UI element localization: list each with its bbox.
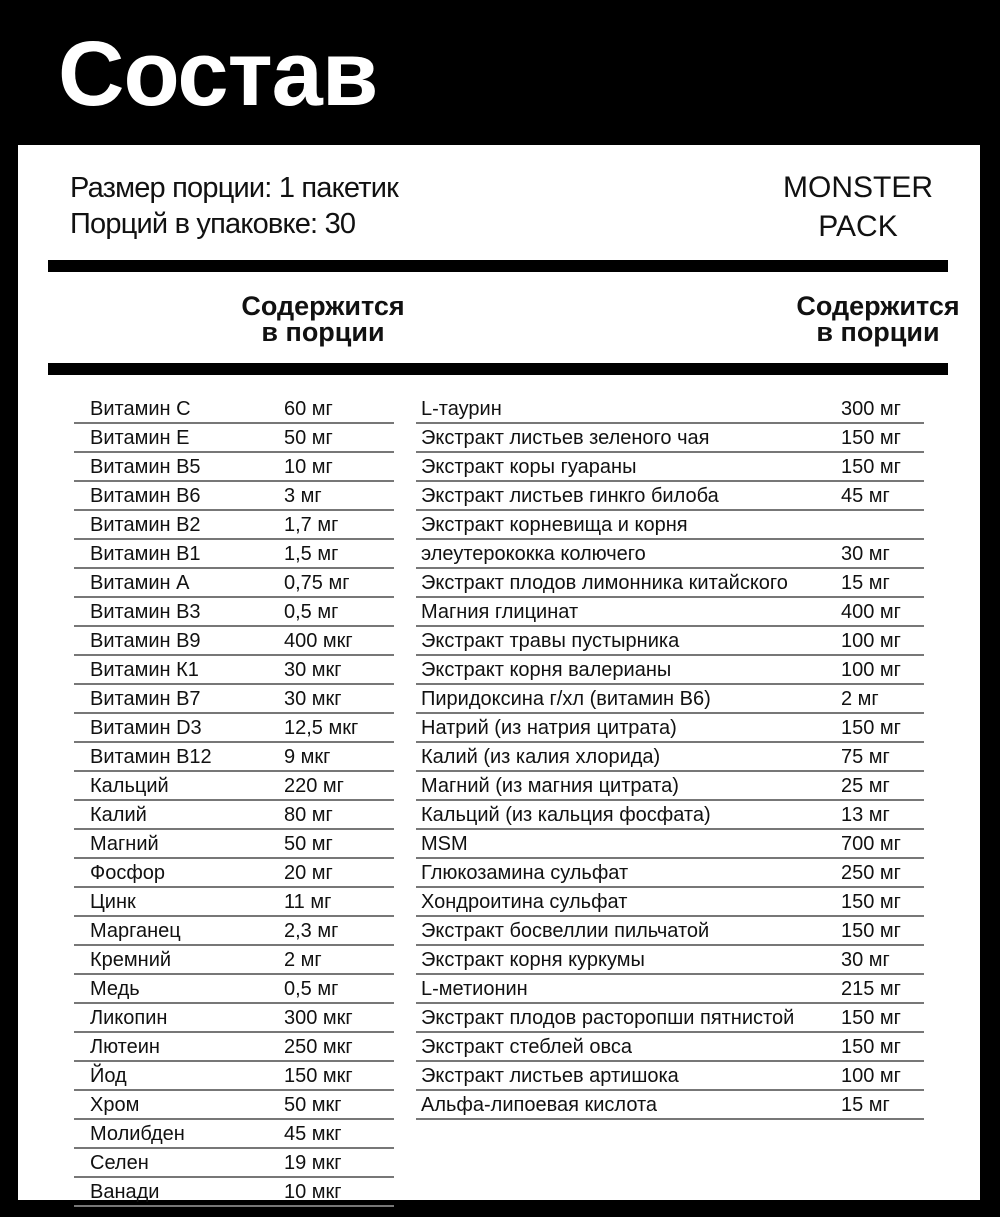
ingredient-name: Экстракт травы пустырника: [421, 630, 680, 652]
ingredient-row: [416, 598, 924, 627]
ingredient-row: [74, 917, 394, 946]
ingredient-row: [74, 830, 394, 859]
ingredient-amount: 2,3 мг: [284, 920, 339, 942]
ingredient-row: [416, 540, 924, 569]
ingredient-row: [74, 714, 394, 743]
ingredient-name: Экстракт листьев гинкго билоба: [421, 485, 719, 507]
ingredient-name: Хром: [90, 1094, 140, 1116]
page-title: Состав: [58, 23, 378, 125]
ingredient-row: [74, 743, 394, 772]
ingredient-row: [416, 395, 924, 424]
ingredient-amount: 100 мг: [841, 1065, 901, 1087]
ingredient-name: Глюкозамина сульфат: [421, 862, 629, 884]
ingredient-amount: 30 мг: [841, 949, 890, 971]
ingredient-amount: 1,5 мг: [284, 543, 339, 565]
ingredient-amount: 400 мг: [841, 601, 901, 623]
ingredient-name: Магния глицинат: [421, 601, 579, 623]
ingredient-amount: 215 мг: [841, 978, 901, 1000]
product-name-line1: MONSTER: [783, 171, 933, 204]
ingredient-name: Магний: [90, 833, 159, 855]
ingredient-row: [74, 395, 394, 424]
ingredient-amount: 10 мг: [284, 456, 333, 478]
ingredient-row: [416, 714, 924, 743]
ingredient-name: Кальций (из кальция фосфата): [421, 804, 711, 826]
ingredient-amount: 150 мг: [841, 717, 901, 739]
right-column-header-line2: в порции: [816, 317, 940, 347]
ingredient-name: Ликопин: [90, 1007, 168, 1029]
ingredient-amount: 30 мг: [841, 543, 890, 565]
ingredient-name: Селен: [90, 1152, 149, 1174]
ingredient-row: [74, 888, 394, 917]
ingredient-row: [74, 859, 394, 888]
ingredient-amount: 50 мг: [284, 427, 333, 449]
ingredient-name: Экстракт босвеллии пильчатой: [421, 920, 710, 942]
ingredient-row: [74, 975, 394, 1004]
ingredient-name: Витамин В1: [90, 543, 201, 565]
ingredient-amount: 150 мг: [841, 1007, 901, 1029]
ingredient-amount: 100 мг: [841, 659, 901, 681]
ingredient-name: L-метионин: [421, 978, 528, 1000]
ingredient-row: [416, 569, 924, 598]
ingredient-amount: 400 мкг: [284, 630, 353, 652]
ingredient-row: [74, 1178, 394, 1207]
ingredient-amount: 300 мг: [841, 398, 901, 420]
ingredient-amount: 100 мг: [841, 630, 901, 652]
ingredient-row: [74, 569, 394, 598]
ingredient-name: Экстракт корня валерианы: [421, 659, 672, 681]
ingredient-amount: 0,5 мг: [284, 978, 339, 1000]
servings-per-pack: Порций в упаковке: 30: [70, 208, 356, 240]
ingredient-name: Витамин К1: [90, 659, 199, 681]
serving-size: Размер порции: 1 пакетик: [70, 172, 398, 204]
ingredient-row: [416, 772, 924, 801]
ingredient-amount: 45 мкг: [284, 1123, 342, 1145]
ingredient-name: Витамин В9: [90, 630, 201, 652]
ingredient-row: [74, 801, 394, 830]
ingredient-row: [74, 772, 394, 801]
ingredient-name: Экстракт листьев артишока: [421, 1065, 679, 1087]
top-divider: [48, 260, 948, 272]
ingredient-name: Витамин В6: [90, 485, 201, 507]
ingredient-amount: 15 мг: [841, 1094, 890, 1116]
ingredient-amount: 25 мг: [841, 775, 890, 797]
ingredient-name: Кальций: [90, 775, 169, 797]
right-ingredient-list: [416, 395, 924, 1120]
ingredient-row: [416, 453, 924, 482]
ingredient-row: [416, 1091, 924, 1120]
ingredient-row: [74, 1120, 394, 1149]
ingredient-name: Витамин D3: [90, 717, 202, 739]
ingredient-row: [416, 830, 924, 859]
ingredient-amount: 2 мг: [841, 688, 879, 710]
ingredient-name: Лютеин: [90, 1036, 160, 1058]
ingredient-row: [74, 482, 394, 511]
ingredient-name: Витамин В2: [90, 514, 201, 536]
serving-info: [70, 170, 398, 242]
ingredient-name: Экстракт корневища и корня: [421, 514, 688, 536]
ingredient-row: [74, 627, 394, 656]
ingredient-row: [416, 975, 924, 1004]
ingredient-amount: 9 мкг: [284, 746, 331, 768]
ingredient-row: [416, 946, 924, 975]
ingredient-amount: 60 мг: [284, 398, 333, 420]
ingredient-name: Витамин Е: [90, 427, 190, 449]
ingredient-name: Витамин В12: [90, 746, 212, 768]
ingredient-row: [416, 743, 924, 772]
ingredient-amount: 2 мг: [284, 949, 322, 971]
ingredient-row: [416, 917, 924, 946]
ingredient-row: [416, 859, 924, 888]
product-name-line2: PACK: [818, 210, 898, 243]
left-column-header-line1: Содержится: [241, 291, 405, 321]
ingredient-amount: 30 мкг: [284, 659, 342, 681]
ingredient-amount: 150 мг: [841, 427, 901, 449]
ingredient-amount: 50 мг: [284, 833, 333, 855]
header-divider: [48, 363, 948, 375]
ingredient-row: [74, 1033, 394, 1062]
ingredient-amount: 300 мкг: [284, 1007, 353, 1029]
ingredient-row: [74, 1004, 394, 1033]
ingredient-name: Экстракт стеблей овса: [421, 1036, 633, 1058]
ingredient-amount: 250 мкг: [284, 1036, 353, 1058]
ingredient-name: Экстракт плодов лимонника китайского: [421, 572, 788, 594]
ingredient-row: [416, 1062, 924, 1091]
ingredient-name: Витамин В3: [90, 601, 201, 623]
ingredient-name: Кремний: [90, 949, 172, 971]
ingredient-name: Экстракт корня куркумы: [421, 949, 645, 971]
ingredient-name: Калий (из калия хлорида): [421, 746, 661, 768]
ingredient-amount: 150 мг: [841, 1036, 901, 1058]
ingredient-amount: 0,75 мг: [284, 572, 350, 594]
ingredient-name: Марганец: [90, 920, 181, 942]
ingredient-name: Йод: [90, 1065, 127, 1087]
ingredient-amount: 150 мг: [841, 456, 901, 478]
ingredient-row: [74, 685, 394, 714]
ingredient-name: Калий: [90, 804, 147, 826]
ingredient-amount: 20 мг: [284, 862, 333, 884]
ingredient-amount: 11 мг: [284, 891, 332, 913]
ingredient-amount: 150 мг: [841, 920, 901, 942]
ingredient-name: Витамин В5: [90, 456, 201, 478]
ingredient-row: [416, 424, 924, 453]
ingredient-row: [416, 685, 924, 714]
ingredient-amount: 13 мг: [841, 804, 890, 826]
ingredient-name: Магний (из магния цитрата): [421, 775, 679, 797]
ingredient-row: [416, 511, 924, 540]
ingredient-row: [416, 627, 924, 656]
ingredient-name: Ванади: [90, 1181, 160, 1203]
ingredient-row: [74, 511, 394, 540]
ingredient-amount: 250 мг: [841, 862, 901, 884]
ingredient-amount: 220 мг: [284, 775, 344, 797]
ingredient-row: [416, 482, 924, 511]
ingredient-name: Натрий (из натрия цитрата): [421, 717, 677, 739]
ingredient-amount: 0,5 мг: [284, 601, 339, 623]
ingredient-amount: 12,5 мкг: [284, 717, 359, 739]
product-name: [748, 168, 968, 246]
right-column-header-line1: Содержится: [796, 291, 960, 321]
ingredient-row: [416, 656, 924, 685]
ingredient-name: Экстракт листьев зеленого чая: [421, 427, 710, 449]
ingredient-row: [74, 424, 394, 453]
ingredient-name: Альфа-липоевая кислота: [421, 1094, 658, 1116]
ingredient-amount: 45 мг: [841, 485, 890, 507]
ingredient-amount: 1,7 мг: [284, 514, 339, 536]
ingredient-row: [74, 946, 394, 975]
composition-panel: [18, 145, 980, 1203]
ingredient-row: [416, 1033, 924, 1062]
ingredient-row: [416, 888, 924, 917]
ingredient-name: Хондроитина сульфат: [421, 891, 628, 913]
ingredient-amount: 700 мг: [841, 833, 901, 855]
ingredient-name: Медь: [90, 978, 140, 1000]
ingredient-amount: 50 мкг: [284, 1094, 342, 1116]
ingredient-name: Витамин С: [90, 398, 191, 420]
ingredient-name: L-таурин: [421, 398, 502, 420]
ingredient-amount: 10 мкг: [284, 1181, 342, 1203]
ingredient-row: [74, 453, 394, 482]
ingredient-row: [74, 1091, 394, 1120]
ingredient-name: Цинк: [90, 891, 136, 913]
ingredient-amount: 30 мкг: [284, 688, 342, 710]
ingredient-amount: 3 мг: [284, 485, 322, 507]
ingredient-row: [74, 1149, 394, 1178]
left-column-header: [218, 293, 428, 345]
ingredient-row: [416, 1004, 924, 1033]
ingredient-amount: 15 мг: [841, 572, 890, 594]
right-column-header: [778, 293, 978, 345]
left-column-header-line2: в порции: [261, 317, 385, 347]
ingredient-amount: 75 мг: [841, 746, 890, 768]
ingredient-name: Пиридоксина г/хл (витамин В6): [421, 688, 711, 710]
ingredient-name: Молибден: [90, 1123, 185, 1145]
ingredient-name: Экстракт плодов расторопши пятнистой: [421, 1007, 795, 1029]
ingredient-row: [74, 540, 394, 569]
left-ingredient-list: [74, 395, 394, 1207]
ingredient-name: элеутерококка колючего: [421, 543, 646, 565]
ingredient-name: Витамин А: [90, 572, 190, 594]
ingredient-row: [74, 656, 394, 685]
ingredient-amount: 80 мг: [284, 804, 333, 826]
ingredient-amount: 150 мг: [841, 891, 901, 913]
ingredient-amount: 150 мкг: [284, 1065, 353, 1087]
ingredient-row: [74, 1062, 394, 1091]
ingredient-name: Экстракт коры гуараны: [421, 456, 637, 478]
ingredient-name: MSM: [421, 833, 468, 855]
ingredient-name: Витамин В7: [90, 688, 201, 710]
ingredient-name: Фосфор: [90, 862, 166, 884]
ingredient-amount: 19 мкг: [284, 1152, 342, 1174]
ingredient-row: [74, 598, 394, 627]
ingredient-row: [416, 801, 924, 830]
